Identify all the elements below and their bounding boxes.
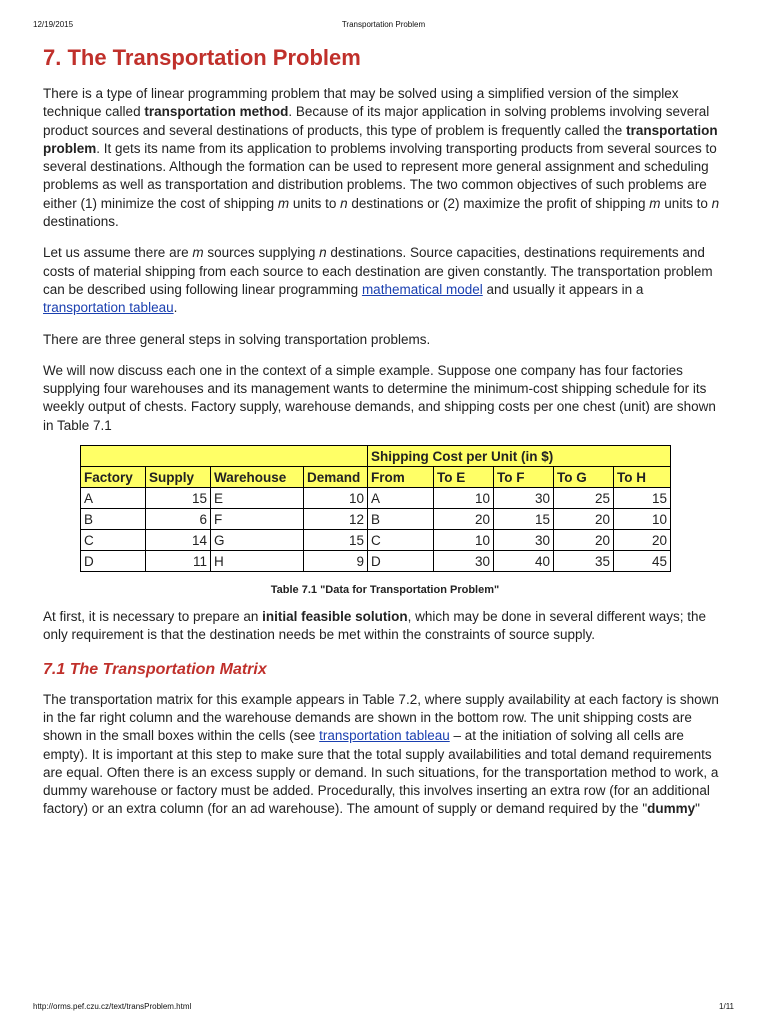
header-cell: Warehouse xyxy=(211,467,304,488)
header-cell: Demand xyxy=(304,467,368,488)
shipping-cost-header: Shipping Cost per Unit (in $) xyxy=(368,446,671,467)
var-m: m xyxy=(649,195,661,211)
var-n: n xyxy=(711,195,720,211)
table-cell: 20 xyxy=(554,530,614,551)
table-cell: 30 xyxy=(494,530,554,551)
print-title: Transportation Problem xyxy=(341,20,426,29)
matrix-paragraph xyxy=(43,691,727,819)
bold-term: transportation problem xyxy=(43,122,718,156)
text-run: destinations. xyxy=(43,214,119,230)
table-cell: C xyxy=(81,530,146,551)
table-cell: 9 xyxy=(304,551,368,572)
section-heading: 7.1 The Transportation Matrix xyxy=(43,660,267,678)
page-number: 1/11 xyxy=(719,1002,734,1011)
table-cell: B xyxy=(81,509,146,530)
table-header-row xyxy=(81,467,671,488)
table-cell: 11 xyxy=(146,551,211,572)
header-cell: To E xyxy=(434,467,494,488)
table-cell: C xyxy=(368,530,434,551)
table-cell xyxy=(81,446,368,467)
text-run: The transportation matrix for this example appears in Table 7.2, where supply availability at each factory is shown in the far right column and the warehouse demands are shown in the bottom row. The unit shipping costs are shown in the small boxes within the cells (see xyxy=(43,691,719,744)
text-run: There is a type of linear programming problem that may be solved using a simplified version of the simplex technique called xyxy=(43,86,679,120)
text-run: " xyxy=(695,801,700,817)
text-run: Let us assume there are xyxy=(43,245,193,261)
document-body xyxy=(43,45,727,832)
header-cell: To G xyxy=(554,467,614,488)
page-title: 7. The Transportation Problem xyxy=(43,45,361,70)
assumption-paragraph xyxy=(43,244,727,317)
table-cell: A xyxy=(81,488,146,509)
table-row xyxy=(81,530,671,551)
text-run: – at the initiation of solving all cells are empty). It is important at this step to make sure that the total supply availabilities and total demand requirements are equal. Often there is an excess supply or demand. In such situations, for the transportation method to work, a dummy warehouse or factory must be added. Procedurally, this involves inserting an extra row (for an additional factory) or an extra column (for an ad warehouse). The amount of supply or demand required by the " xyxy=(43,728,719,817)
table-cell: 10 xyxy=(614,509,671,530)
table-row xyxy=(81,509,671,530)
text-run: destinations. Source capacities, destinations requirements and costs of material shipping from each source to each destination are given constantly. The transportation problem can be described using following linear programming xyxy=(43,245,713,297)
table-cell: 14 xyxy=(146,530,211,551)
text-run: . It gets its name from its application to problems involving transporting products from several sources to several destinations. Although the formation can be used to represent more general assignment and scheduling problems as well as transportation and distribution problems. The two common objectives of such problems are either (1) minimize the cost of shipping xyxy=(43,140,717,211)
table-cell: 20 xyxy=(554,509,614,530)
table-cell: 40 xyxy=(494,551,554,572)
text-run: units to xyxy=(660,195,712,211)
table-cell: D xyxy=(368,551,434,572)
example-paragraph: We will now discuss each one in the context of a simple example. Suppose one company has four factories supplying four warehouses and its management wants to determine the minimum-cost shipping schedule for its weekly output of chests. Factory supply, warehouse demands, and shipping costs per one chest (unit) are shown in Table 7.1 xyxy=(43,362,716,433)
table-cell: H xyxy=(211,551,304,572)
table-cell: 15 xyxy=(146,488,211,509)
text-run: At first, it is necessary to prepare an xyxy=(43,609,263,625)
header-cell: From xyxy=(368,467,434,488)
text-run: . xyxy=(173,300,178,316)
bold-term: dummy xyxy=(647,801,696,817)
text-run: and usually it appears in a xyxy=(482,281,644,297)
var-n: n xyxy=(319,245,327,261)
table-cell: B xyxy=(368,509,434,530)
text-run: destinations or (2) maximize the profit of shipping xyxy=(347,195,650,211)
print-date: 12/19/2015 xyxy=(33,20,74,29)
header-cell: Supply xyxy=(146,467,211,488)
table-caption: Table 7.1 "Data for Transportation Problem" xyxy=(270,584,500,597)
initial-solution-paragraph xyxy=(43,608,727,645)
table-cell: 30 xyxy=(494,488,554,509)
table-cell: 15 xyxy=(304,530,368,551)
text-run: , which may be done in several different ways; the only requirement is that the destination needs be met within the constraints of source supply. xyxy=(43,609,707,643)
steps-paragraph: There are three general steps in solving transportation problems. xyxy=(43,331,431,347)
table-cell: 12 xyxy=(304,509,368,530)
bold-term: transportation method xyxy=(144,104,289,120)
table-cell: 20 xyxy=(434,509,494,530)
var-m: m xyxy=(277,195,290,211)
table-cell: 45 xyxy=(614,551,671,572)
var-m: m xyxy=(192,245,204,261)
header-cell: To F xyxy=(494,467,554,488)
page-url: http://orms.pef.czu.cz/text/transProblem.html xyxy=(33,1002,192,1011)
table-cell: G xyxy=(211,530,304,551)
table-cell: 20 xyxy=(614,530,671,551)
bold-term: initial feasible solution xyxy=(262,609,408,625)
table-cell: 35 xyxy=(554,551,614,572)
mathematical-model-link[interactable]: mathematical model xyxy=(361,281,483,297)
header-cell: Factory xyxy=(81,467,146,488)
transportation-tableau-link[interactable]: transportation tableau xyxy=(43,300,174,316)
header-cell: To H xyxy=(614,467,671,488)
table-row xyxy=(81,551,671,572)
table-cell: 10 xyxy=(304,488,368,509)
table-cell: 10 xyxy=(434,530,494,551)
transportation-tableau-link[interactable]: transportation tableau xyxy=(319,728,450,744)
table-cell: 15 xyxy=(614,488,671,509)
table-row xyxy=(81,488,671,509)
table-group-header-row xyxy=(81,446,671,467)
table-cell: D xyxy=(81,551,146,572)
table-cell: 15 xyxy=(494,509,554,530)
data-table xyxy=(80,445,671,572)
table-cell: F xyxy=(211,509,304,530)
print-header xyxy=(33,20,734,34)
var-n: n xyxy=(340,195,348,211)
table-cell: 30 xyxy=(434,551,494,572)
text-run: units to xyxy=(289,195,341,211)
table-cell: A xyxy=(368,488,434,509)
table-cell: 25 xyxy=(554,488,614,509)
text-run: sources supplying xyxy=(203,245,320,261)
text-run: . Because of its major application in solving problems involving several product sources and several destinations of products, this type of problem is frequently called the xyxy=(43,104,710,138)
print-footer xyxy=(33,1002,734,1014)
table-cell: 10 xyxy=(434,488,494,509)
table-cell: 6 xyxy=(146,509,211,530)
table-cell: E xyxy=(211,488,304,509)
intro-paragraph xyxy=(43,85,727,231)
